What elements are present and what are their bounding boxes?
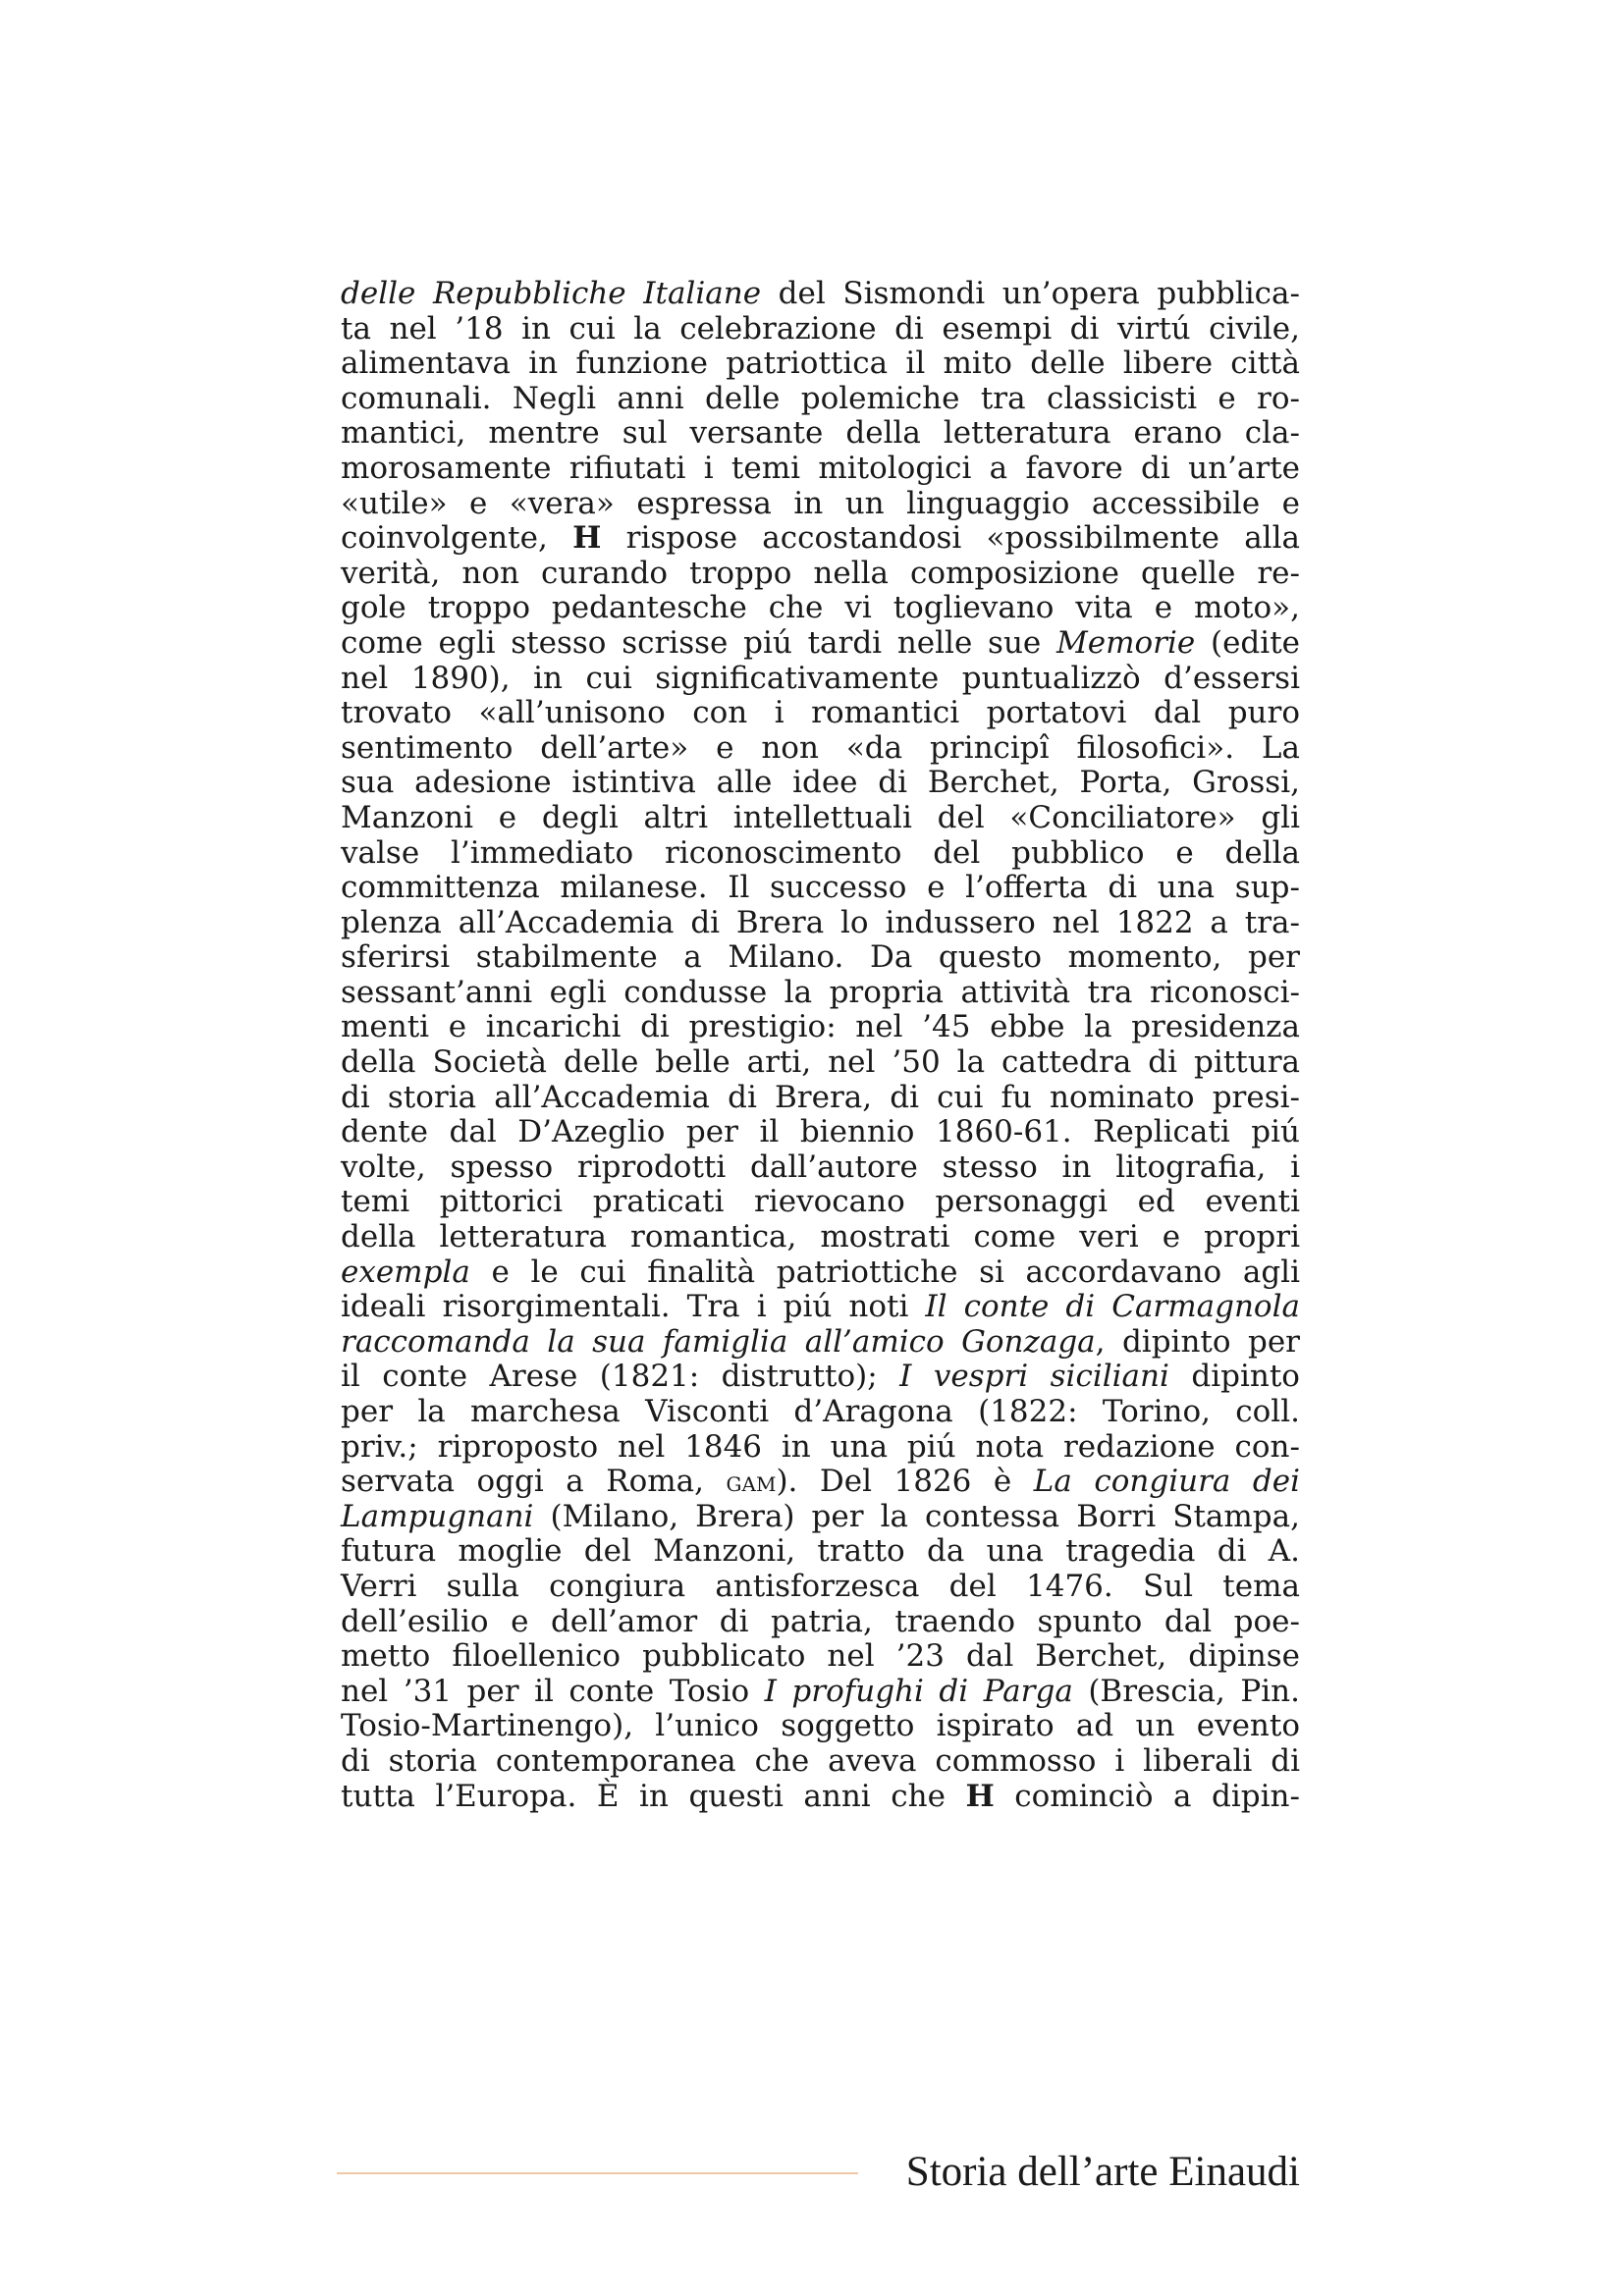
text-line	[341, 1709, 1300, 1744]
text-line	[341, 1395, 1300, 1430]
text-line	[341, 731, 1300, 767]
text-segment: come egli stesso scrisse piú tardi nelle sue	[341, 624, 1057, 661]
text-line	[341, 836, 1300, 872]
text-segment: della letteratura romantica, mostrati come veri e propri	[341, 1219, 1300, 1255]
text-segment: (Milano, Brera) per la contessa Borri Stampa,	[533, 1498, 1300, 1534]
italic-text: Lampugnani	[341, 1498, 534, 1534]
text-line	[341, 696, 1300, 731]
text-segment: del Sismondi un’opera pubblica-	[761, 276, 1300, 311]
text-segment: per la marchesa Visconti d’Aragona (1822: Torino, coll.	[341, 1394, 1300, 1429]
text-segment: sferirsi stabilmente a Milano. Da questo momento, per	[341, 939, 1300, 976]
bold-text: H	[965, 1778, 995, 1814]
bold-text: H	[572, 520, 602, 557]
text-line	[341, 1081, 1300, 1116]
italic-text: La congiura dei	[1033, 1464, 1300, 1500]
text-segment: della Società delle belle arti, nel ’50 la cattedra di pittura	[341, 1044, 1300, 1081]
body-text	[341, 277, 1300, 1814]
text-segment: e le cui finalità patriottiche si accordavano agli	[469, 1254, 1300, 1290]
text-segment: sua adesione istintiva alle idee di Berchet, Porta, Grossi,	[341, 765, 1300, 801]
text-line	[341, 557, 1300, 592]
text-line	[341, 416, 1300, 452]
text-line	[341, 1465, 1300, 1500]
text-segment: priv.; riproposto nel 1846 in una piú nota redazione con-	[341, 1428, 1300, 1465]
text-segment: ideali risorgimentali. Tra i piú noti	[341, 1289, 926, 1325]
text-segment: volte, spesso riprodotti dall’autore stesso in litografia, i	[341, 1148, 1300, 1185]
text-segment: Verri sulla congiura antisforzesca del 1476. Sul tema	[341, 1568, 1300, 1604]
text-segment: (edite	[1195, 624, 1300, 661]
text-segment: nel ’31 per il conte Tosio	[341, 1673, 765, 1709]
text-segment: nel 1890), in cui significativamente puntualizzò d’essersi	[341, 660, 1300, 696]
text-line	[341, 1534, 1300, 1570]
italic-text: I vespri siciliani	[899, 1359, 1169, 1395]
text-line	[341, 1780, 1300, 1815]
text-line	[341, 1220, 1300, 1255]
text-line	[341, 1185, 1300, 1220]
text-line	[341, 1675, 1300, 1710]
text-line	[341, 1570, 1300, 1605]
text-line	[341, 1150, 1300, 1186]
text-segment: sentimento dell’arte» e non «da principî filosofici». La	[341, 729, 1300, 766]
text-segment: sessant’anni egli condusse la propria attività tra riconosci-	[341, 974, 1300, 1010]
text-line	[341, 452, 1300, 487]
text-line	[341, 1360, 1300, 1395]
text-line	[341, 1255, 1300, 1291]
text-segment: alimentava in funzione patriottica il mito delle libere città	[341, 346, 1300, 382]
text-line	[341, 1045, 1300, 1081]
text-line	[341, 1639, 1300, 1675]
text-segment: dell’esilio e dell’amor di patria, traendo spunto dal poe-	[341, 1603, 1300, 1639]
text-segment: «utile» e «vera» espressa in un linguaggio accessibile e	[341, 485, 1300, 521]
text-line	[341, 382, 1300, 417]
text-segment: temi pittorici praticati rievocano personaggi ed eventi	[341, 1184, 1300, 1220]
text-line	[341, 1605, 1300, 1640]
text-line	[341, 487, 1300, 522]
text-line	[341, 662, 1300, 697]
text-line	[341, 277, 1300, 312]
text-line	[341, 940, 1300, 976]
text-segment: menti e incarichi di prestigio: nel ’45 ebbe la presidenza	[341, 1009, 1300, 1045]
text-line	[341, 871, 1300, 906]
text-segment: rispose accostandosi «possibilmente alla	[601, 520, 1300, 557]
italic-text: Memorie	[1056, 624, 1196, 661]
text-segment: valse l’immediato riconoscimento del pubblico e della	[341, 834, 1300, 871]
text-segment: morosamente rifiutati i temi mitologici a favore di un’arte	[341, 450, 1300, 486]
text-segment: , dipinto per	[1095, 1323, 1300, 1360]
text-line	[341, 347, 1300, 382]
text-segment: metto filoellenico pubblicato nel ’23 dal Berchet, dipinse	[341, 1638, 1300, 1675]
text-segment: verità, non curando troppo nella composizione quelle re-	[341, 555, 1300, 591]
text-segment: tutta l’Europa. È in questi anni che	[341, 1778, 966, 1814]
small-caps-text: gam	[726, 1466, 777, 1499]
italic-text: exempla	[341, 1254, 470, 1290]
text-line	[341, 1325, 1300, 1361]
text-segment: gole troppo pedantesche che vi toglievano vita e moto»,	[341, 590, 1300, 626]
text-line	[341, 312, 1300, 347]
text-line	[341, 1500, 1300, 1535]
footer-title: Storia dell’arte Einaudi	[905, 2149, 1300, 2195]
text-segment: di storia contemporanea che aveva commosso i liberali di	[341, 1742, 1300, 1779]
footer-rule	[337, 2172, 858, 2174]
italic-text: raccomanda la sua famiglia all’amico Gonzaga	[341, 1323, 1096, 1360]
text-segment: ). Del 1826 è	[776, 1464, 1034, 1500]
text-line	[341, 1290, 1300, 1325]
text-segment: mantici, mentre sul versante della letteratura erano cla-	[341, 415, 1300, 452]
text-segment: Manzoni e degli altri intellettuali del «Conciliatore» gli	[341, 799, 1300, 835]
text-segment: coinvolgente,	[341, 520, 573, 557]
text-line	[341, 521, 1300, 557]
text-segment: (Brescia, Pin.	[1072, 1673, 1300, 1709]
text-line	[341, 1010, 1300, 1045]
text-line	[341, 976, 1300, 1011]
text-segment: committenza milanese. Il successo e l’offerta di una sup-	[341, 870, 1300, 906]
text-segment: Tosio-Martinengo), l’unico soggetto ispirato ad un evento	[341, 1708, 1300, 1744]
text-segment: futura moglie del Manzoni, tratto da una tragedia di A.	[341, 1533, 1300, 1570]
text-segment: dipinto	[1168, 1359, 1300, 1395]
text-line	[341, 1744, 1300, 1780]
text-segment: comunali. Negli anni delle polemiche tra classicisti e ro-	[341, 380, 1300, 416]
text-line	[341, 591, 1300, 626]
text-line	[341, 1115, 1300, 1150]
text-line	[341, 626, 1300, 662]
italic-text: Il conte di Carmagnola	[925, 1289, 1300, 1325]
text-segment: dente dal D’Azeglio per il biennio 1860-61. Replicati piú	[341, 1114, 1300, 1150]
italic-text: delle Repubbliche Italiane	[341, 276, 762, 311]
text-line	[341, 801, 1300, 836]
text-segment: servata oggi a Roma,	[341, 1464, 727, 1500]
text-segment: di storia all’Accademia di Brera, di cui fu nominato presi-	[341, 1079, 1300, 1115]
text-line	[341, 906, 1300, 941]
text-segment: ta nel ’18 in cui la celebrazione di esempi di virtú civile,	[341, 310, 1300, 347]
text-segment: plenza all’Accademia di Brera lo indussero nel 1822 a tra-	[341, 904, 1300, 940]
text-segment: il conte Arese (1821: distrutto);	[341, 1359, 900, 1395]
text-line	[341, 1430, 1300, 1466]
text-segment: trovato «all’unisono con i romantici portatovi dal puro	[341, 695, 1300, 731]
italic-text: I profughi di Parga	[764, 1673, 1073, 1709]
text-line	[341, 766, 1300, 801]
text-segment: cominciò a dipin-	[994, 1778, 1300, 1814]
